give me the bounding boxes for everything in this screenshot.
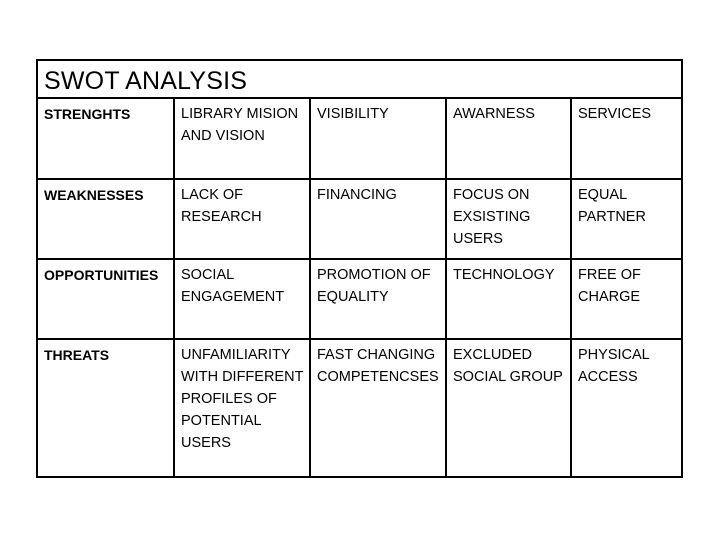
- table-cell: FOCUS ON EXSISTING USERS: [446, 179, 571, 259]
- table-cell: LACK OF RESEARCH: [174, 179, 310, 259]
- table-row-opportunities: [38, 259, 681, 339]
- table-row-threats: [38, 339, 681, 476]
- row-label: STRENGHTS: [38, 99, 174, 179]
- table-cell: FINANCING: [310, 179, 446, 259]
- table-cell: VISIBILITY: [310, 99, 446, 179]
- table-cell: AWARNESS: [446, 99, 571, 179]
- table-cell: EXCLUDED SOCIAL GROUP: [446, 339, 571, 476]
- table-row-strengths: [38, 99, 681, 179]
- table-cell: TECHNOLOGY: [446, 259, 571, 339]
- swot-table: [38, 99, 681, 476]
- table-cell: FAST CHANGING COMPETENCSES: [310, 339, 446, 476]
- table-row-weaknesses: [38, 179, 681, 259]
- table-cell: SERVICES: [571, 99, 681, 179]
- row-label: OPPORTUNITIES: [38, 259, 174, 339]
- table-cell: PHYSICAL ACCESS: [571, 339, 681, 476]
- table-cell: LIBRARY MISION AND VISION: [174, 99, 310, 179]
- row-label: WEAKNESSES: [38, 179, 174, 259]
- table-cell: SOCIAL ENGAGEMENT: [174, 259, 310, 339]
- swot-table-frame: [36, 59, 683, 478]
- table-cell: PROMOTION OF EQUALITY: [310, 259, 446, 339]
- table-cell: UNFAMILIARITY WITH DIFFERENT PROFILES OF POTENTIAL USERS: [174, 339, 310, 476]
- table-cell: EQUAL PARTNER: [571, 179, 681, 259]
- row-label: THREATS: [44, 347, 110, 363]
- table-cell: FREE OF CHARGE: [571, 259, 681, 339]
- table-title: SWOT ANALYSIS: [38, 61, 681, 99]
